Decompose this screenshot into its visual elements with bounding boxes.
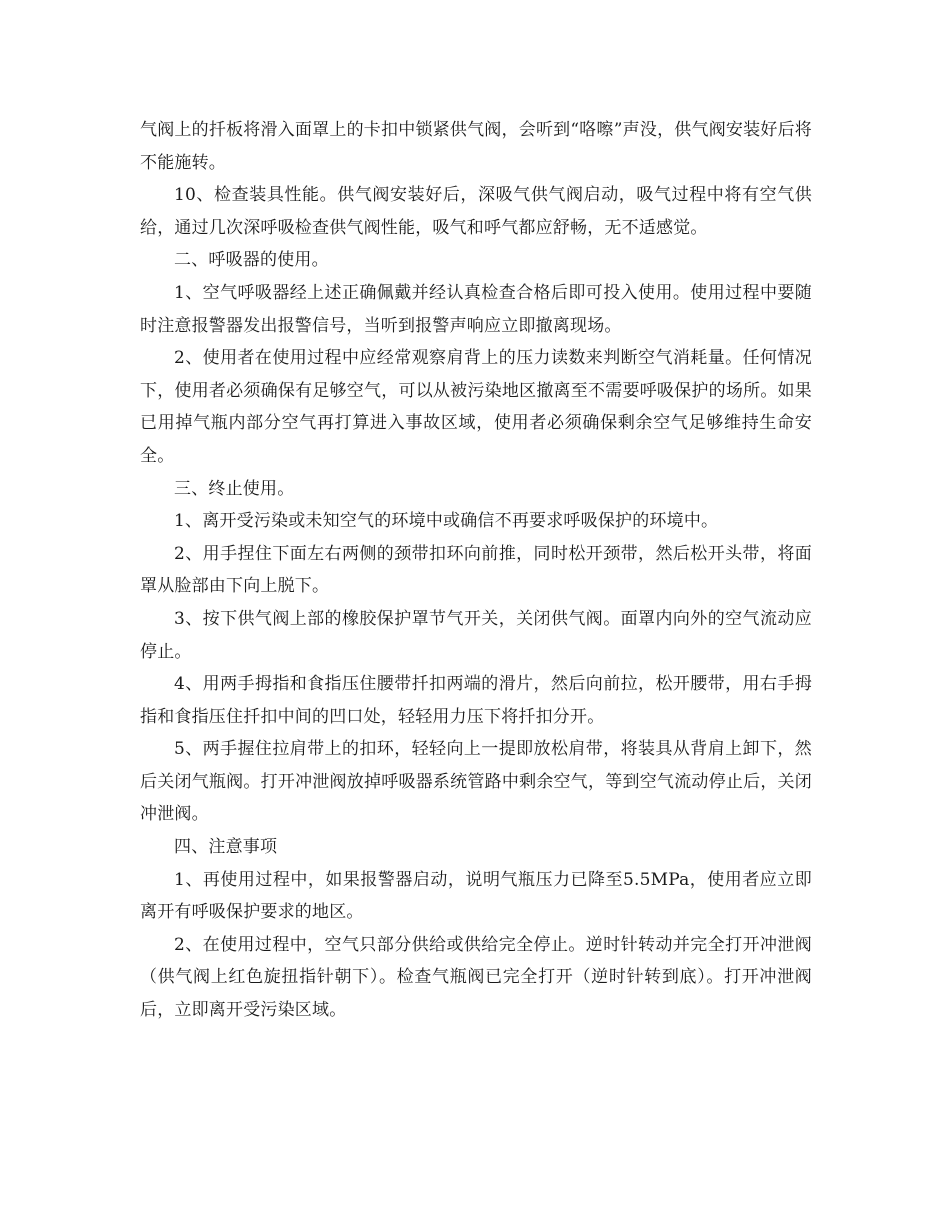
- paragraph-8: 2、用手捏住下面左右两侧的颈带扣环向前推，同时松开颈带，然后松开头带，将面罩从脸部由下向上脱下。: [140, 543, 812, 597]
- paragraph-1: 气阀上的扦板将滑入面罩上的卡扣中锁紧供气阀，会听到“咯嚓”声没，供气阀安装好后将不能施转。: [140, 120, 812, 173]
- paragraph-5: 2、使用者在使用过程中应经常观察肩背上的压力读数来判断空气消耗量。任何情况下，使用者必须确保有足够空气，可以从被污染地区撤离至不需要呼吸保护的场所。如果已用掉气瓶内部分空气再打算进入事故区域，使用者必须确保剩余空气足够维持生命安全。: [140, 348, 812, 466]
- paragraph-10: 4、用两手拇指和食指压住腰带扦扣两端的滑片，然后向前拉，松开腰带，用右手拇指和食指压住扦扣中间的凹口处，轻轻用力压下将扦扣分开。: [140, 674, 812, 727]
- paragraph-13: 1、再使用过程中，如果报警器启动，说明气瓶压力已降至5.5MPa，使用者应立即离开有呼吸保护要求的地区。: [140, 869, 812, 923]
- section-heading-4: 四、注意事项: [174, 837, 278, 858]
- section-heading-3: 三、终止使用。: [174, 478, 295, 499]
- paragraph-9: 3、按下供气阀上部的橡胶保护罩节气开关，关闭供气阀。面罩内向外的空气流动应停止。: [140, 608, 812, 662]
- paragraph-2: 10、检查装具性能。供气阀安装好后，深吸气供气阀启动，吸气过程中将有空气供给，通过几次深呼吸检查供气阀性能，吸气和呼气都应舒畅，无不适感觉。: [140, 185, 812, 238]
- paragraph-4: 1、空气呼吸器经上述正确佩戴并经认真检查合格后即可投入使用。使用过程中要随时注意报警器发出报警信号，当听到报警声响应立即撤离现场。: [140, 282, 812, 336]
- document-body: [140, 114, 812, 1027]
- paragraph-7: 1、离开受污染或未知空气的环境中或确信不再要求呼吸保护的环境中。: [174, 511, 719, 532]
- paragraph-11: 5、两手握住拉肩带上的扣环，轻轻向上一提即放松肩带，将装具从背肩上卸下，然后关闭气瓶阀。打开冲泄阀放掉呼吸器系统管路中剩余空气，等到空气流动停止后，关闭冲泄阀。: [140, 739, 812, 825]
- section-heading-2: 二、呼吸器的使用。: [174, 250, 329, 271]
- paragraph-14: 2、在使用过程中，空气只部分供给或供给完全停止。逆时针转动并完全打开冲泄阀（供气阀上红色旋扭指针朝下）。检查气瓶阀已完全打开（逆时针转到底）。打开冲泄阀后，立即离开受污染区域。: [140, 934, 812, 1021]
